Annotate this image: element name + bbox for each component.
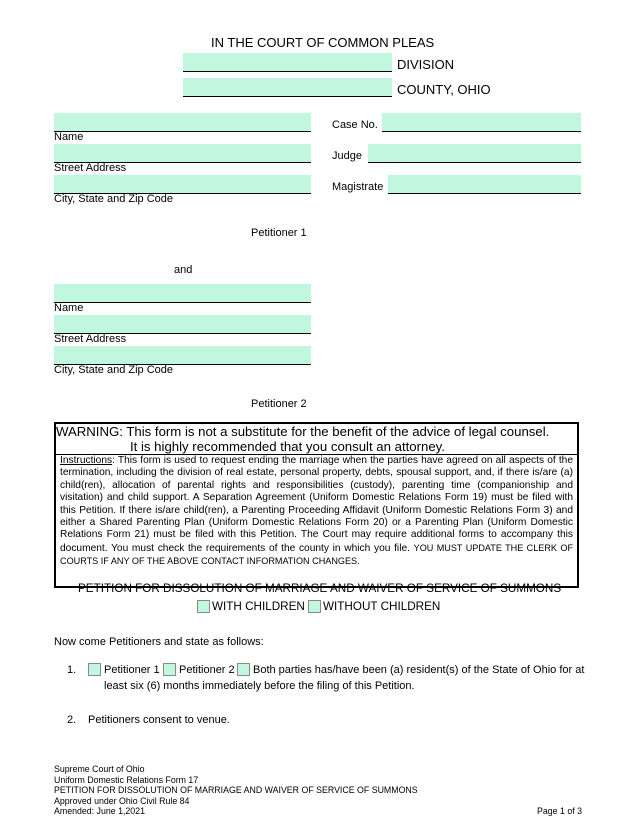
item1-text-b: least six (6) months immediately before the filing of this Petition. (104, 680, 415, 692)
petition-title: PETITION FOR DISSOLUTION OF MARRIAGE AND WAIVER OF SERVICE OF SUMMONS (78, 582, 562, 595)
warning-line-2: It is highly recommended that you consult an attorney. (130, 439, 445, 454)
petitioner1-city-field[interactable] (54, 175, 311, 194)
judge-label: Judge (332, 150, 362, 162)
petitioner2-city-label: City, State and Zip Code (54, 364, 174, 376)
footer-line-5: Amended: June 1,2021 (54, 806, 145, 817)
petitioner2-name-field[interactable] (54, 284, 311, 303)
petitioner1-name-label: Name (54, 131, 84, 143)
item1-number: 1. (67, 664, 77, 676)
petitioner2-street-field[interactable] (54, 315, 311, 334)
petitioner2-name-label: Name (54, 302, 84, 314)
petitioner1-role-label: Petitioner 1 (251, 227, 307, 239)
without-children-label: WITHOUT CHILDREN (323, 600, 441, 613)
item2-text: Petitioners consent to venue. (88, 714, 230, 726)
item1-text-a: Both parties has/have been (a) resident(s) of the State of Ohio for at (253, 664, 585, 676)
case-no-field[interactable] (382, 113, 581, 132)
instructions-caps: YOU MUST UPDATE THE CLERK OF COURTS IF ANY OF THE ABOVE CONTACT INFORMATION CHANGES. (60, 542, 574, 567)
magistrate-label: Magistrate (332, 181, 384, 193)
court-title: IN THE COURT OF COMMON PLEAS (211, 35, 435, 50)
instructions-label: Instructions (60, 455, 113, 466)
with-children-checkbox[interactable] (197, 600, 210, 613)
petitioner2-city-field[interactable] (54, 346, 311, 365)
petitioner1-street-label: Street Address (54, 162, 127, 174)
page-number: Page 1 of 3 (537, 806, 582, 816)
division-label: DIVISION (397, 57, 455, 72)
footer (54, 764, 418, 817)
footer-line-2: Uniform Domestic Relations Form 17 (54, 774, 199, 785)
instructions-text (60, 455, 573, 569)
item1-petitioner1-label: Petitioner 1 (104, 664, 160, 676)
item2-number: 2. (67, 714, 77, 726)
county-label: COUNTY, OHIO (397, 82, 491, 97)
magistrate-field[interactable] (388, 175, 581, 194)
petitioner2-street-label: Street Address (54, 333, 127, 345)
petitioner1-street-field[interactable] (54, 144, 311, 163)
intro-text: Now come Petitioners and state as follows: (54, 636, 264, 648)
county-field[interactable] (183, 78, 392, 97)
item1-both-checkbox[interactable] (237, 663, 250, 676)
instructions-body: : This form is used to request ending the marriage when the parties have agreed on all aspects of the termination, including the division of real estate, personal property, debts, spousal support, and, if there is/are (a) child(ren), allocation of parental rights and responsibilities (custody), parenting time (companionship and visitation) and child support. A Separation Agreement (Uniform Domestic Relations Form 19) must be filed with this Petition. If there is/are child(ren), a Parenting Proceeding Affidavit (Uniform Domestic Relations Form 3) and either a Shared Parenting Plan (Uniform Domestic Relations Form 20) or a Parenting Plan (Uniform Domestic Relations Form 21) must be filed with this Petition. The Court may require additional forms to accompany this document. You must check the requirements of the county in which you file. (60, 455, 573, 554)
division-field[interactable] (183, 53, 392, 72)
judge-field[interactable] (368, 144, 581, 163)
item1-petitioner1-checkbox[interactable] (88, 663, 101, 676)
item1-petitioner2-label: Petitioner 2 (179, 664, 235, 676)
footer-line-1: Supreme Court of Ohio (54, 764, 145, 774)
and-text: and (174, 264, 193, 276)
warning-box (54, 422, 579, 588)
petitioner1-name-field[interactable] (54, 113, 311, 132)
footer-line-3: PETITION FOR DISSOLUTION OF MARRIAGE AND WAIVER OF SERVICE OF SUMMONS (54, 785, 418, 796)
with-children-label: WITH CHILDREN (212, 600, 305, 613)
footer-line-4: Approved under Ohio Civil Rule 84 (54, 795, 190, 806)
petitioner1-city-label: City, State and Zip Code (54, 193, 174, 205)
item1-petitioner2-checkbox[interactable] (163, 663, 176, 676)
petitioner2-role-label: Petitioner 2 (251, 398, 307, 410)
warning-line-1: WARNING: This form is not a substitute for the benefit of the advice of legal counsel. (56, 424, 550, 439)
without-children-checkbox[interactable] (308, 600, 321, 613)
case-no-label: Case No. (332, 119, 378, 131)
